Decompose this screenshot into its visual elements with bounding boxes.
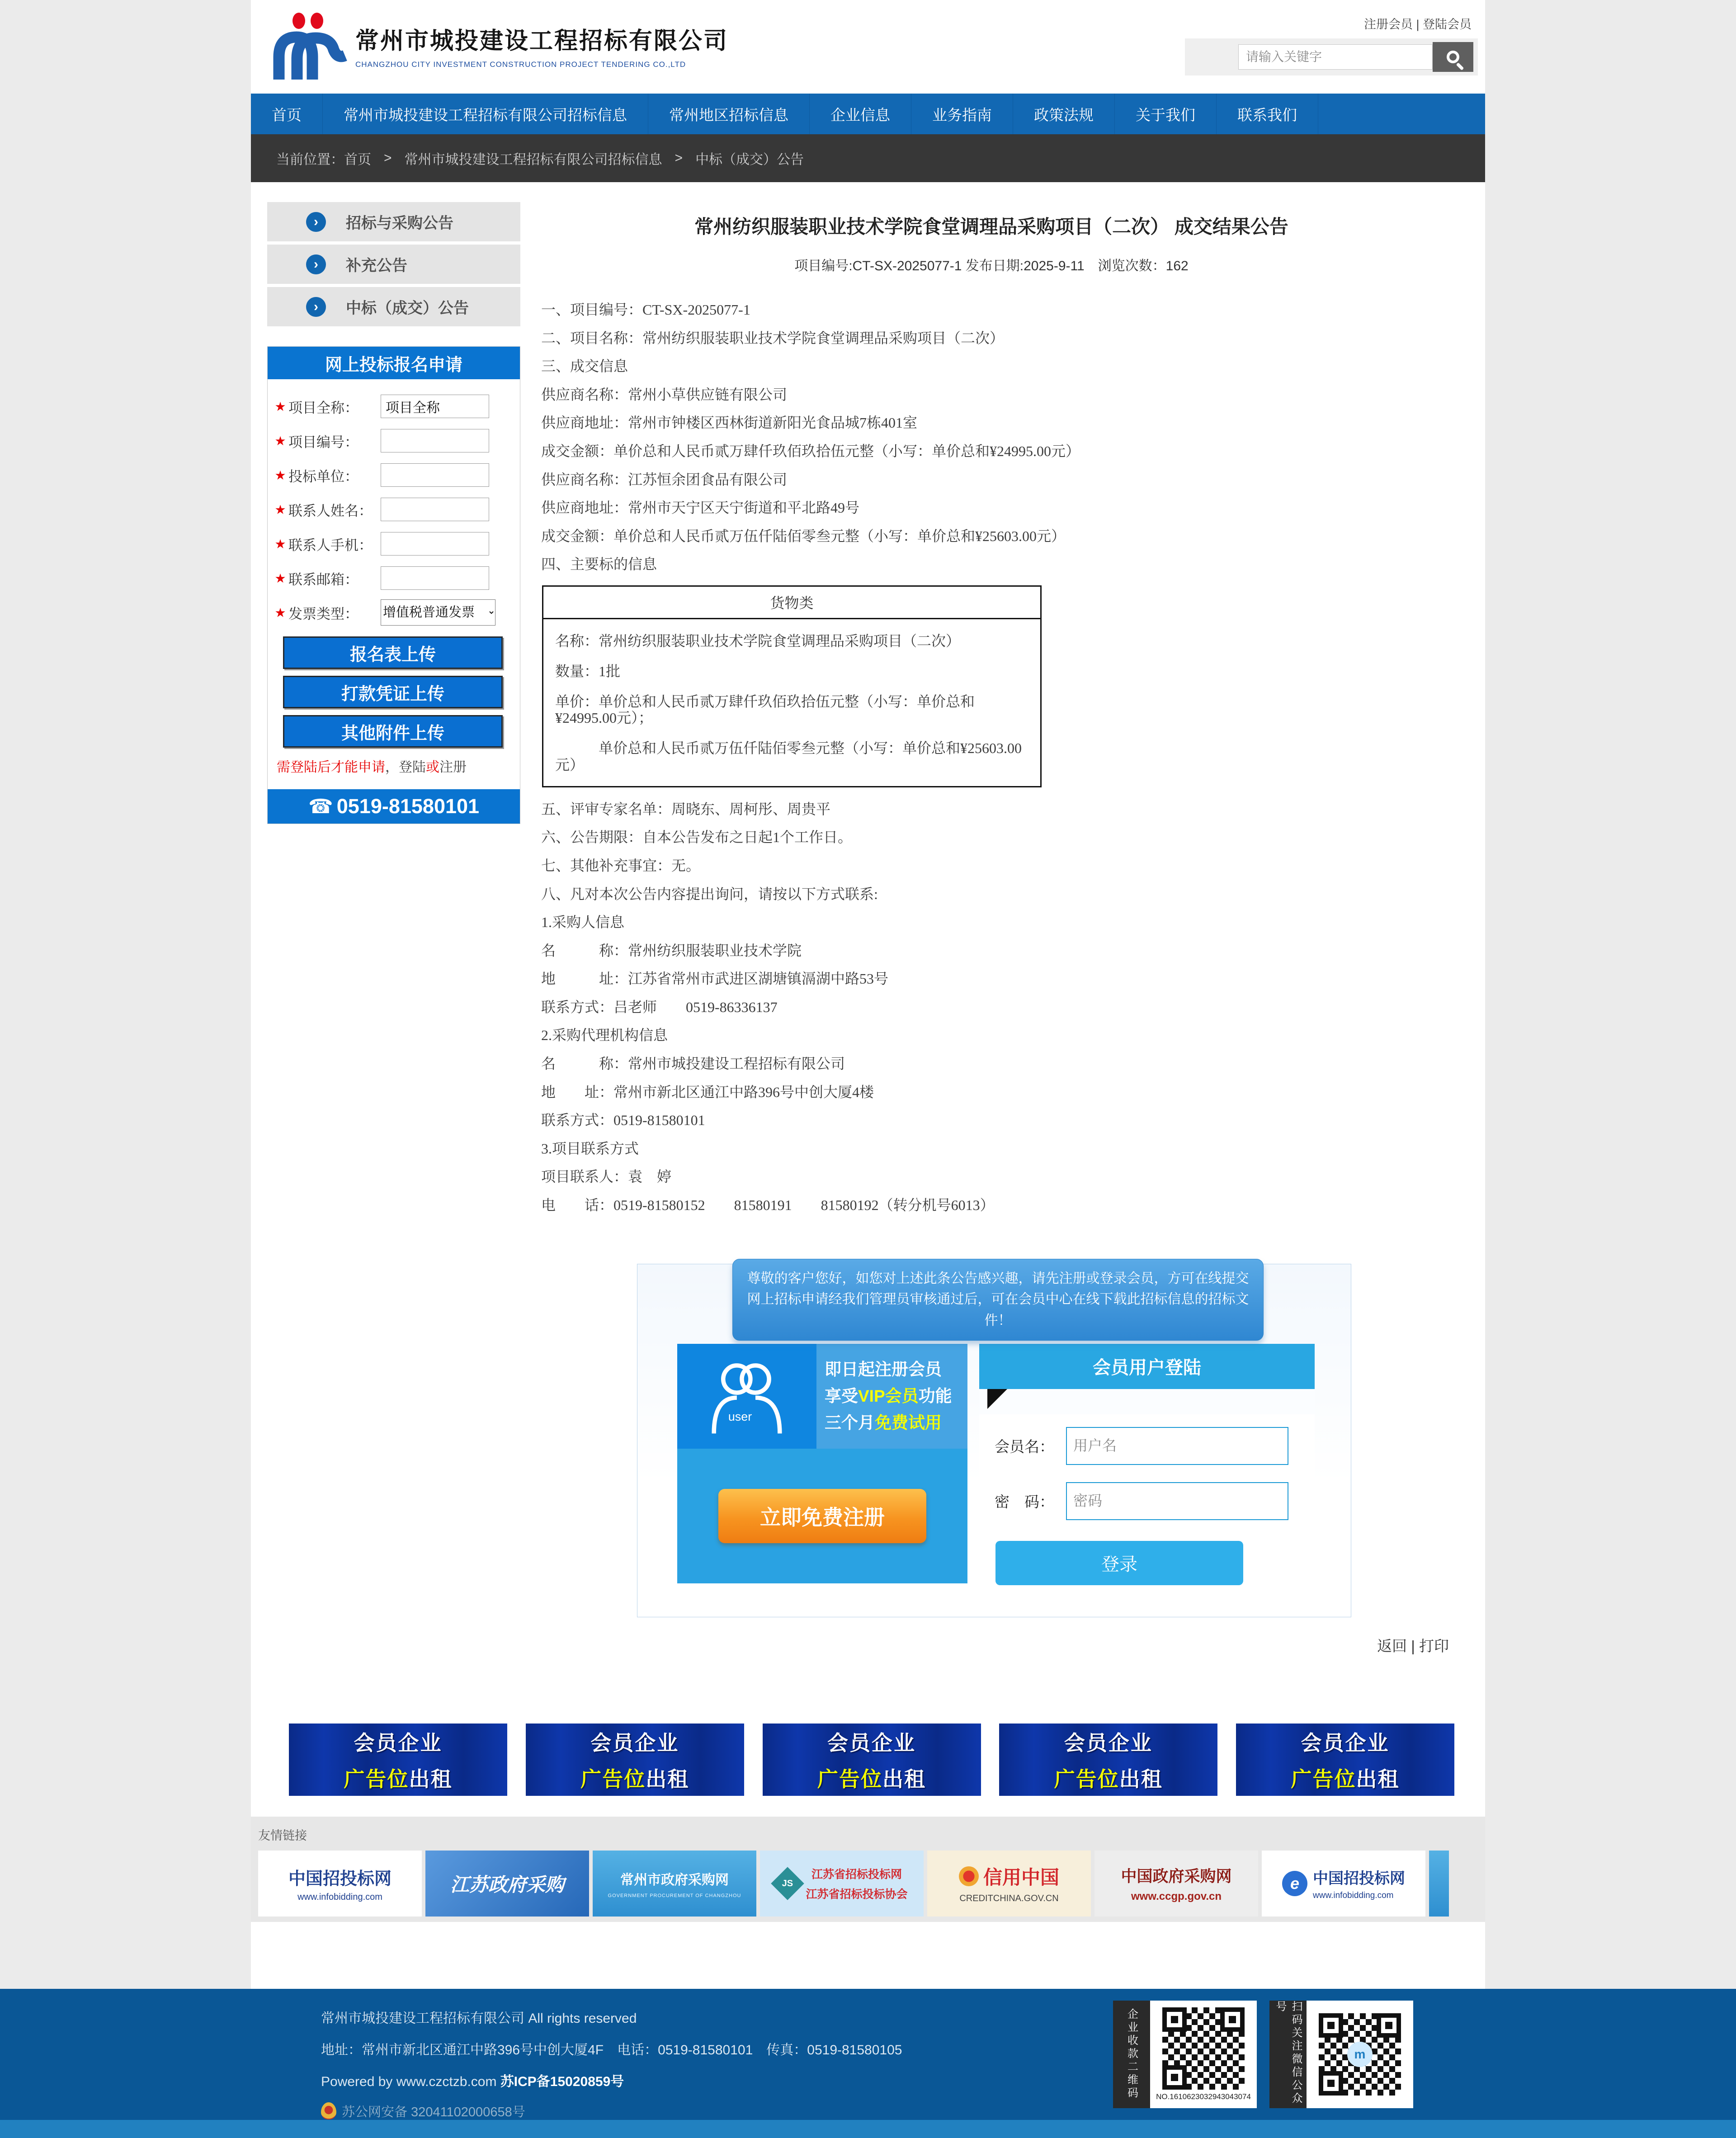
ad-banner[interactable]: 会员企业 广告位出租 [999,1724,1217,1796]
corner-triangle-icon [987,1389,1007,1409]
payment-qr-label: 企业收款二维码 [1113,2001,1150,2108]
username-input[interactable] [1066,1427,1288,1465]
article-paragraph: 联系方式：吕老师 0519-86336137 [541,998,778,1015]
password-input[interactable] [1066,1482,1288,1520]
goods-table-row: 数量：1批 [555,663,621,679]
project-number-field[interactable] [381,429,489,452]
footer-copyright: 常州市城投建设工程招标有限公司 All rights reserved [321,2011,637,2026]
promo-line-3: 三个月免费试用 [825,1413,942,1432]
field-label: 投标单位： [288,468,359,485]
article-paragraph: 名 称：常州市城投建设工程招标有限公司 [541,1055,845,1072]
actions-sep: | [1411,1637,1415,1654]
user-icon [677,1344,816,1449]
article-paragraph: 供应商名称：常州小草供应链有限公司 [541,386,788,403]
required-star-icon: ★ [274,433,286,448]
company-name: 常州市城投建设工程招标有限公司 [355,28,729,54]
article-paragraph: 3.项目联系方式 [541,1140,639,1157]
required-star-icon: ★ [274,502,286,517]
search-bar [1185,38,1478,75]
article-paragraph: 八、凡对本次公告内容提出询问，请按以下方式联系: [541,885,878,902]
sidebar-item-award-announcements[interactable] [267,287,520,326]
company-logo-icon [269,11,348,80]
article-paragraph: 五、评审专家名单：周晓东、周柯彤、周贵平 [541,801,831,817]
friend-link-partial[interactable] [1429,1851,1449,1917]
promo-line-2: 享受VIP会员功能 [825,1387,952,1406]
footer-address: 地址：常州市新北区通江中路396号中创大厦4F 电话：0519-81580101 传真：0519-81580105 [321,2042,902,2058]
e-logo-icon: e [1282,1871,1307,1896]
search-input[interactable] [1238,44,1433,70]
ad-banner[interactable]: 会员企业 广告位出租 [763,1724,981,1796]
bubble-line-2: 网上招标申请经我们管理员审核通过后，可在会员中心在线下载此招标信息的招标文件！ [747,1292,1249,1328]
goods-table-row: 单价总和人民币贰万伍仟陆佰零叁元整（小写：单价总和¥25603.00元） [555,740,1022,773]
footer-powered: Powered by www.czctzb.com 苏ICP备15020859号 [321,2074,624,2089]
article-paragraph: 二、项目名称：常州纺织服装职业技术学院食堂调理品采购项目（二次） [541,330,1005,346]
project-fullname-field[interactable] [381,395,489,418]
friend-links-section [251,1817,1485,1922]
announcement-article [541,202,1460,1656]
article-actions [541,1634,1449,1656]
article-paragraph: 四、主要标的信息 [541,556,657,573]
free-register-button[interactable]: 立即免费注册 [718,1489,926,1543]
required-star-icon: ★ [274,605,286,620]
article-paragraph: 一、项目编号：CT-SX-2025077-1 [541,301,750,318]
nav-item-contact-us[interactable]: 联系我们 [1217,94,1318,134]
contact-email-field[interactable] [381,566,489,590]
payment-qr-code [1162,2007,1245,2090]
hotline-number: 0519-81580101 [336,795,480,818]
field-row [272,595,514,630]
article-paragraph: 名 称：常州纺织服装职业技术学院 [541,942,802,959]
upload-payment-proof-button[interactable]: 打款凭证上传 [283,676,503,708]
main-nav [251,94,1485,134]
login-required-note: 需登陆后才能申请，登陆或注册 [277,760,467,775]
nav-item-company-info[interactable]: 企业信息 [810,94,911,134]
breadcrumb-company-tenders[interactable]: 常州市城投建设工程招标有限公司招标信息 [404,152,662,167]
field-label: 发票类型： [288,606,359,622]
nav-item-about-us[interactable]: 关于我们 [1115,94,1217,134]
sidebar-item-label: 招标与采购公告 [346,215,453,232]
required-star-icon: ★ [274,571,286,585]
article-paragraph: 三、成交信息 [541,358,628,375]
breadcrumb-home[interactable]: 当前位置：首页 [276,152,371,167]
goods-table-row: 名称：常州纺织服装职业技术学院食堂调理品采购项目（二次） [555,632,961,649]
contact-mobile-field[interactable] [381,532,489,556]
sidebar-item-tender-announcements[interactable] [267,202,520,241]
site-footer [0,1989,1736,2120]
goods-table-header: 货物类 [543,587,1040,619]
article-paragraph: 成交金额：单价总和人民币贰万伍仟陆佰零叁元整（小写：单价总和¥25603.00元） [541,527,1066,544]
member-login-panel [979,1344,1315,1585]
police-record-link[interactable]: 苏公网安备 32041102000658号 [342,2105,525,2119]
police-badge-icon [321,2102,336,2119]
required-star-icon: ★ [274,399,286,414]
field-row [272,424,514,458]
goods-table [542,585,1042,787]
friend-link-changzhou-gov-procurement[interactable]: 常州市政府采购网 GOVERNMENT PROCUREMENT OF CHANGZHOU [593,1851,756,1917]
goods-table-row: 单价：单价总和人民币贰万肆仟玖佰玖拾伍元整（小写：单价总和¥24995.00元）； [555,693,975,726]
site-header [251,0,1485,94]
sidebar-item-label: 补充公告 [346,257,407,274]
vip-promo-text [816,1344,967,1449]
page-title: 常州纺织服装职业技术学院食堂调理品采购项目（二次） 成交结果公告 [694,216,1288,237]
ad-banner[interactable]: 会员企业 广告位出租 [1236,1724,1454,1796]
member-links [1185,14,1472,32]
search-button[interactable] [1433,42,1473,72]
nav-item-business-guide[interactable]: 业务指南 [911,94,1013,134]
svg-text:user: user [728,1409,752,1423]
sidebar [267,202,520,824]
ad-banner-row [289,1724,1454,1796]
field-label: 项目编号： [288,434,359,450]
article-paragraph: 2.采购代理机构信息 [541,1027,668,1044]
field-row [272,389,514,424]
article-paragraph: 供应商地址：常州市钟楼区西林街道新阳光食品城7栋401室 [541,414,918,431]
wechat-qr-block [1269,2001,1413,2108]
bottom-strip [0,2120,1736,2138]
bubble-line-1: 尊敬的客户您好，如您对上述此条公告感兴趣，请先注册或登录会员，方可在线提交 [747,1271,1249,1286]
field-row [272,458,514,492]
login-button[interactable]: 登录 [995,1541,1243,1585]
bidder-unit-field[interactable] [381,463,489,487]
article-paragraph: 七、其他补充事宜：无。 [541,857,701,874]
article-paragraph: 地 址：江苏省常州市武进区湖塘镇滆湖中路53号 [541,970,889,987]
promo-line-1: 即日起注册会员 [825,1360,942,1379]
note-register-link[interactable]: 注册 [439,760,467,775]
article-paragraph: 1.采购人信息 [541,914,625,931]
article-paragraph: 联系方式：0519-81580101 [541,1112,705,1129]
phone-icon: ☎ [308,795,333,818]
search-icon [1447,51,1459,63]
field-label: 联系邮箱： [288,571,359,588]
sidebar-item-label: 中标（成交）公告 [346,300,469,317]
chevron-right-icon: › [306,254,326,274]
wechat-qr-label: 扫码关注微信公众号 [1269,2001,1307,2108]
page [251,0,1485,1989]
article-paragraph: 供应商名称：江苏恒余团食品有限公司 [541,471,788,488]
breadcrumb-sep-2: > [675,151,683,165]
company-name-en: CHANGZHOU CITY INVESTMENT CONSTRUCTION PROJECT TENDERING CO.,LTD [355,60,686,69]
nav-item-home[interactable]: 首页 [251,94,323,134]
ad-banner[interactable]: 会员企业 广告位出租 [526,1724,744,1796]
sidebar-item-supplement-announcements[interactable] [267,245,520,284]
field-label: 联系人姓名： [288,503,373,519]
wechat-qr-code [1319,2013,1401,2096]
article-paragraph: 六、公告期限：自本公告发布之日起1个工作日。 [541,829,853,846]
ad-banner[interactable]: 会员企业 广告位出租 [289,1724,507,1796]
apply-panel-title: 网上投标报名申请 [268,347,520,379]
friend-link-jiangsu-bidding[interactable]: JS 江苏省招标投标网 江苏省招标投标协会 [760,1851,924,1917]
article-paragraph: 供应商地址：常州市天宁区天宁街道和平北路49号 [541,499,860,516]
username-label: 会员名： [995,1438,1054,1455]
upload-signup-form-button[interactable]: 报名表上传 [283,636,503,669]
icp-link[interactable]: 苏ICP备15020859号 [500,2074,624,2089]
invoice-type-select[interactable] [381,599,495,626]
breadcrumb-current: 中标（成交）公告 [695,152,804,167]
article-paragraph: 地 址：常州市新北区通江中路396号中创大厦4楼 [541,1083,874,1100]
chevron-right-icon: › [306,212,326,232]
chevron-right-icon: › [306,297,326,317]
nav-item-regional-tenders[interactable]: 常州地区招标信息 [648,94,810,134]
friend-link-credit-china[interactable]: 信用中国 CREDITCHINA.GOV.CN [927,1851,1091,1917]
back-link[interactable]: 返回 [1377,1637,1407,1654]
friend-link-ccgp[interactable]: 中国政府采购网 www.ccgp.gov.cn [1094,1851,1258,1917]
member-promo-box [637,1264,1351,1617]
member-notice-bubble [732,1259,1264,1341]
hotline-bar [268,789,520,824]
login-member-link[interactable]: 登陆会员 [1423,18,1472,31]
field-row [272,527,514,561]
article-paragraph: 成交金额：单价总和人民币贰万肆仟玖佰玖拾伍元整（小写：单价总和¥24995.00元） [541,443,1080,459]
required-star-icon: ★ [274,468,286,482]
breadcrumb-sep-1: > [384,151,392,165]
article-paragraph: 项目联系人：袁 婷 [541,1168,672,1185]
print-link[interactable]: 打印 [1419,1637,1449,1654]
field-label: 项目全称： [288,400,359,416]
breadcrumb [251,134,1485,182]
online-bid-apply-panel [267,346,520,824]
password-label: 密 码： [995,1493,1054,1511]
friend-links-title: 友情链接 [258,1828,307,1842]
member-links-sep: | [1416,18,1420,31]
field-row [272,492,514,527]
credit-china-emblem-icon [959,1866,979,1886]
register-member-link[interactable]: 注册会员 [1363,18,1413,31]
register-promo-column [677,1344,967,1585]
upload-other-attachments-button[interactable]: 其他附件上传 [283,715,503,748]
payment-qr-number: NO.1610623032943043074 [1156,2092,1251,2101]
note-login-link[interactable]: 登陆 [399,760,426,775]
friend-link-infobidding-2[interactable]: e 中国招投标网 www.infobidding.com [1262,1851,1425,1917]
wechat-qr-center-logo: m [1347,2042,1373,2067]
login-panel-title: 会员用户登陆 [979,1344,1315,1389]
nav-item-company-tenders[interactable]: 常州市城投建设工程招标有限公司招标信息 [323,94,648,134]
field-label: 联系人手机： [288,537,373,553]
contact-name-field[interactable] [381,498,489,521]
friend-link-jiangsu-gov-procurement[interactable]: 江苏政府采购 [425,1851,589,1917]
required-star-icon: ★ [274,537,286,551]
nav-item-policies[interactable]: 政策法规 [1013,94,1115,134]
js-diamond-icon: JS [771,1867,805,1900]
friend-link-infobidding[interactable]: 中国招投标网 www.infobidding.com [258,1851,422,1917]
article-meta: 项目编号:CT-SX-2025077-1 发布日期:2025-9-11 浏览次数：162 [794,259,1189,273]
payment-qr-block [1113,2001,1257,2108]
article-paragraph: 电 话：0519-81580152 81580191 81580192（转分机号6013） [541,1197,995,1214]
field-row [272,561,514,595]
